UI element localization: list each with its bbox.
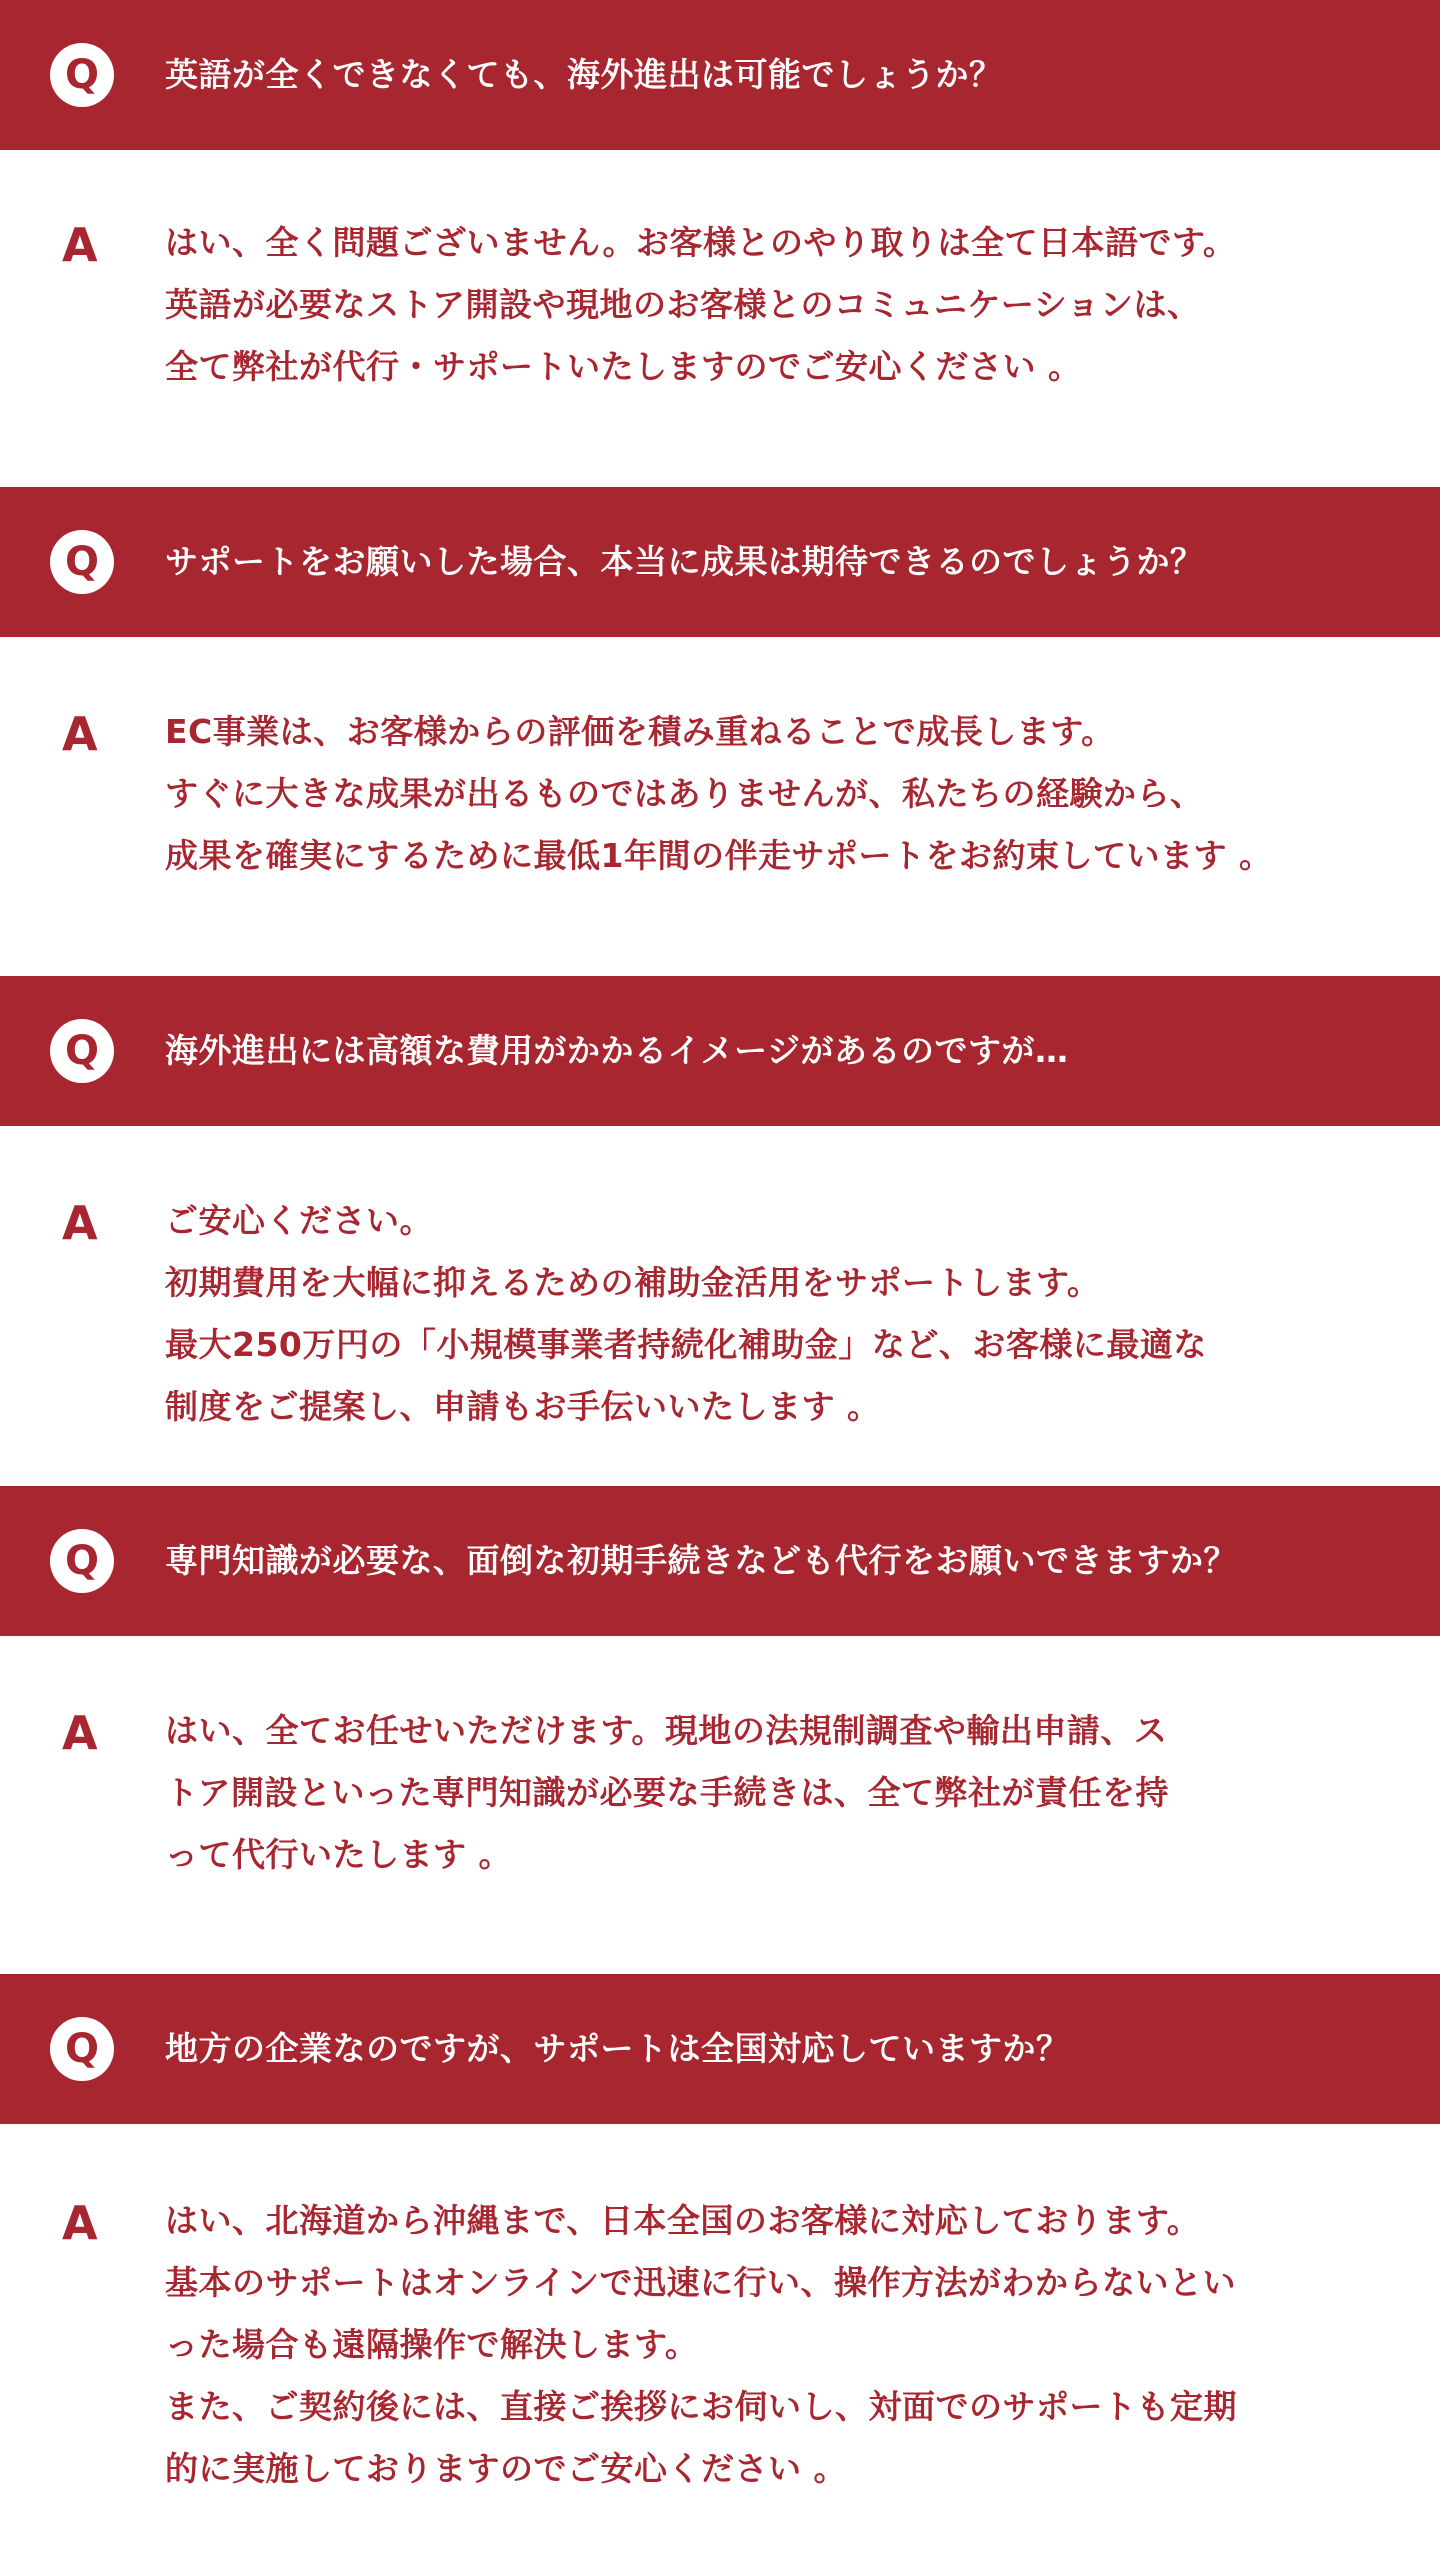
answer-line: った場合も遠隔操作で解決します。 [165,2325,699,2364]
faq-question-1[interactable] [0,0,1440,150]
faq-question-2[interactable] [0,487,1440,637]
question-text: 英語が全くできなくても、海外進出は可能でしょうか？ [165,55,1003,94]
answer-line: 全て弊社が代行・サポートいたしますのでご安心ください 。 [165,347,1082,386]
answer-line: すぐに大きな成果が出るものではありませんが、私たちの経験から、 [165,774,1204,813]
answer-line: はい、全く問題ございません。お客様とのやり取りは全て日本語です。 [165,223,1237,262]
answer-text [165,1700,1435,1886]
faq-question-4[interactable] [0,1486,1440,1636]
answer-text [165,2190,1435,2500]
q-badge-icon: Q [50,43,114,107]
question-text: 専門知識が必要な、面倒な初期手続きなども代行をお願いできますか？ [165,1541,1237,1580]
answer-line: 成果を確実にするために最低1年間の伴走サポートをお約束しています 。 [165,836,1273,875]
answer-line: はい、全てお任せいただけます。現地の法規制調査や輸出申請、ス [165,1711,1168,1750]
a-mark: A [62,1706,98,1760]
q-badge-icon: Q [50,1529,114,1593]
answer-line: 的に実施しておりますのでご安心ください 。 [165,2449,847,2488]
faq-question-5[interactable] [0,1974,1440,2124]
question-text: 地方の企業なのですが、サポートは全国対応していますか？ [165,2029,1070,2068]
answer-line: ご安心ください。 [165,1201,433,1240]
answer-text [165,212,1435,398]
q-badge-icon: Q [50,1019,114,1083]
answer-line: 最大250万円の「小規模事業者持続化補助金」など、お客様に最適な [165,1325,1207,1364]
faq-question-3[interactable] [0,976,1440,1126]
answer-line: 英語が必要なストア開設や現地のお客様とのコミュニケーションは、 [165,285,1201,324]
a-mark: A [62,218,98,272]
answer-text [165,701,1435,887]
answer-line: って代行いたします 。 [165,1835,512,1874]
q-badge-icon: Q [50,2017,114,2081]
a-mark: A [62,2196,98,2250]
answer-line: トア開設といった専門知識が必要な手続きは、全て弊社が責任を持 [165,1773,1170,1812]
q-badge-icon: Q [50,530,114,594]
answer-line: 制度をご提案し、申請もお手伝いいたします 。 [165,1387,881,1426]
answer-line: EC事業は、お客様からの評価を積み重ねることで成長します。 [165,712,1115,751]
question-text: サポートをお願いした場合、本当に成果は期待できるのでしょうか？ [165,542,1204,581]
a-mark: A [62,707,98,761]
answer-line: はい、北海道から沖縄まで、日本全国のお客様に対応しております。 [165,2201,1201,2240]
answer-line: また、ご契約後には、直接ご挨拶にお伺いし、対面でのサポートも定期 [165,2387,1237,2426]
question-text: 海外進出には高額な費用がかかるイメージがあるのですが… [165,1031,1069,1070]
answer-text [165,1190,1435,1438]
answer-line: 基本のサポートはオンラインで迅速に行い、操作方法がわからないとい [165,2263,1237,2302]
a-mark: A [62,1196,98,1250]
answer-line: 初期費用を大幅に抑えるための補助金活用をサポートします。 [165,1263,1101,1302]
